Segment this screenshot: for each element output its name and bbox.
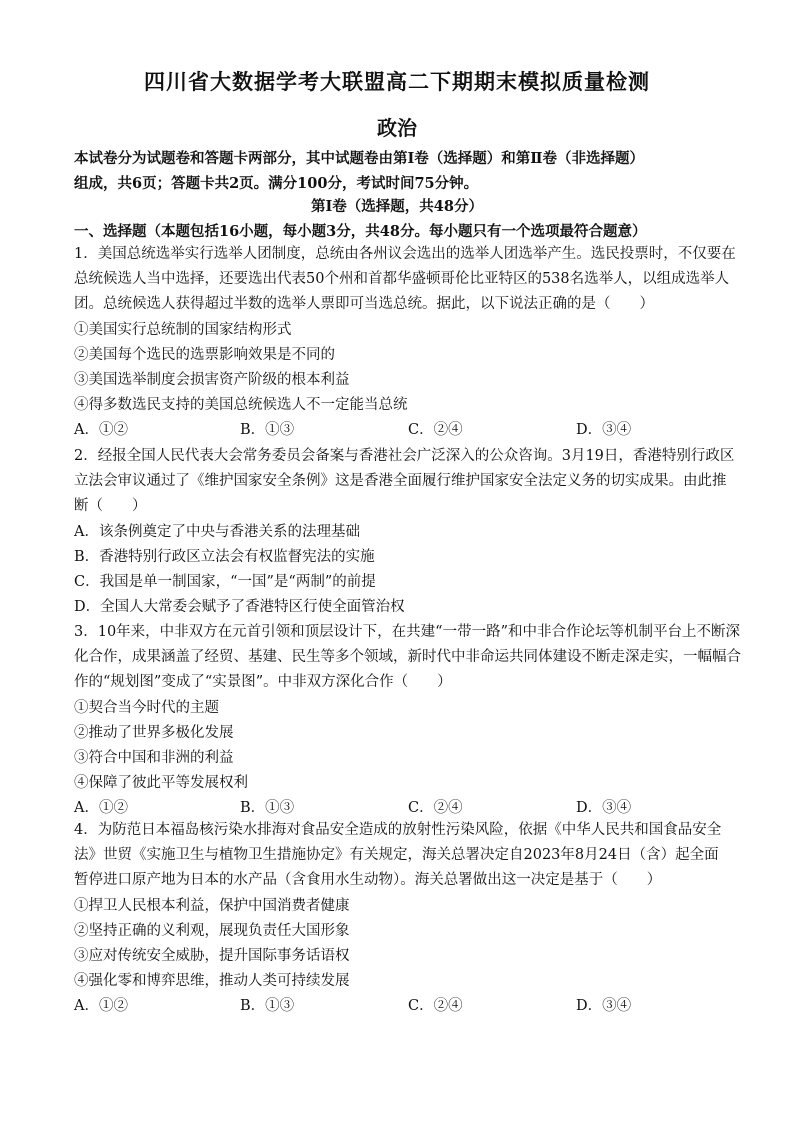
question-4 xyxy=(74,818,722,1019)
statement-item: ②推动了世界多极化发展 xyxy=(74,724,234,741)
statement-item: ③美国选举制度会损害资产阶级的根本利益 xyxy=(74,372,350,389)
choice-item: C．我国是单一制国家，“一国”是“两制”的前提 xyxy=(74,574,376,591)
option-a: A．①② xyxy=(74,422,128,439)
question-stem-line: 1．美国总统选举实行选举人团制度，总统由各州议会选出的选举人团选举产生。选民投票时，不仅要在 xyxy=(74,246,736,262)
choice-item: A．该条例奠定了中央与香港关系的法理基础 xyxy=(74,523,360,540)
part-title: 一、选择题（本题包括16小题，每小题3分，共48分。每小题只有一个选项最符合题意） xyxy=(74,223,647,240)
option-b: B．①③ xyxy=(240,800,295,817)
question-stem-line: 断（ ） xyxy=(74,498,147,515)
instructions-line: 组成，共6页；答题卡共2页。满分100分，考试时间75分钟。 xyxy=(74,175,479,192)
question-stem-line: 作的“规划图”变成了“实景图”。中非双方深化合作（ ） xyxy=(74,674,452,691)
option-b: B．①③ xyxy=(240,422,295,439)
option-a: A．①② xyxy=(74,998,128,1015)
statement-item: ②美国每个选民的选票影响效果是不同的 xyxy=(74,346,335,363)
option-d: D．③④ xyxy=(576,800,632,817)
option-a: A．①② xyxy=(74,800,128,817)
option-c: C．②④ xyxy=(408,800,463,817)
exam-title: 四川省大数据学考大联盟高二下期期末模拟质量检测 xyxy=(144,70,650,94)
question-stem-line: 法》世贸《实施卫生与植物卫生措施协定》有关规定，海关总署决定自2023年8月24日（含）起全面 xyxy=(74,847,719,864)
question-stem-line: 团。总统候选人获得超过半数的选举人票即可当选总统。据此，以下说法正确的是（ ） xyxy=(74,296,654,313)
statement-item: ①美国实行总统制的国家结构形式 xyxy=(74,321,292,338)
option-d: D．③④ xyxy=(576,998,632,1015)
question-stem-line: 化合作，成果涵盖了经贸、基建、民生等多个领域，新时代中非命运共同体建设不断走深走实，一幅幅合 xyxy=(74,649,741,666)
statement-item: ④保障了彼此平等发展权利 xyxy=(74,775,248,792)
section-heading: 第Ⅰ卷（选择题，共48分） xyxy=(311,198,483,215)
instructions-line: 本试卷分为试题卷和答题卡两部分，其中试题卷由第Ⅰ卷（选择题）和第Ⅱ卷（非选择题） xyxy=(74,150,644,167)
option-d: D．③④ xyxy=(576,422,632,439)
question-stem-line: 总统候选人当中选择，还要选出代表50个州和首都华盛顿哥伦比亚特区的538名选举人，以组成选举人 xyxy=(74,271,730,288)
statement-item: ①捍卫人民根本利益，保护中国消费者健康 xyxy=(74,897,350,914)
question-stem-line: 2．经报全国人民代表大会常务委员会备案与香港社会广泛深入的公众咨询。3月19日，香港特别行政区 xyxy=(74,448,735,464)
choice-item: D．全国人大常委会赋予了香港特区行使全面管治权 xyxy=(74,599,405,616)
question-stem-line: 4．为防范日本福岛核污染水排海对食品安全造成的放射性污染风险，依据《中华人民共和国食品安全 xyxy=(74,822,722,838)
exam-instructions xyxy=(74,146,724,196)
answer-options xyxy=(74,994,722,1019)
answer-options xyxy=(74,418,722,443)
statement-item: ③符合中国和非洲的利益 xyxy=(74,750,234,767)
statement-item: ②坚持正确的义利观，展现负责任大国形象 xyxy=(74,922,350,939)
subject-title: 政治 xyxy=(377,116,417,140)
choice-item: B．香港特别行政区立法会有权监督宪法的实施 xyxy=(74,548,375,565)
statement-item: ④强化零和博弈思维，推动人类可持续发展 xyxy=(74,973,350,990)
question-3 xyxy=(74,620,741,821)
option-c: C．②④ xyxy=(408,422,463,439)
question-1 xyxy=(74,242,736,443)
question-stem-line: 立法会审议通过了《维护国家安全条例》这是香港全面履行维护国家安全法定义务的切实成果。由此推 xyxy=(74,473,727,490)
question-stem-line: 暂停进口原产地为日本的水产品（含食用水生动物）。海关总署做出这一决定是基于（ ） xyxy=(74,872,662,889)
statement-item: ③应对传统安全威胁，提升国际事务话语权 xyxy=(74,948,350,965)
statement-item: ①契合当今时代的主题 xyxy=(74,699,219,716)
question-2 xyxy=(74,444,735,620)
option-b: B．①③ xyxy=(240,998,295,1015)
statement-item: ④得多数选民支持的美国总统候选人不一定能当总统 xyxy=(74,397,408,414)
option-c: C．②④ xyxy=(408,998,463,1015)
question-stem-line: 3．10年来，中非双方在元首引领和顶层设计下，在共建“一带一路”和中非合作论坛等机制平台上不断深 xyxy=(74,624,740,640)
